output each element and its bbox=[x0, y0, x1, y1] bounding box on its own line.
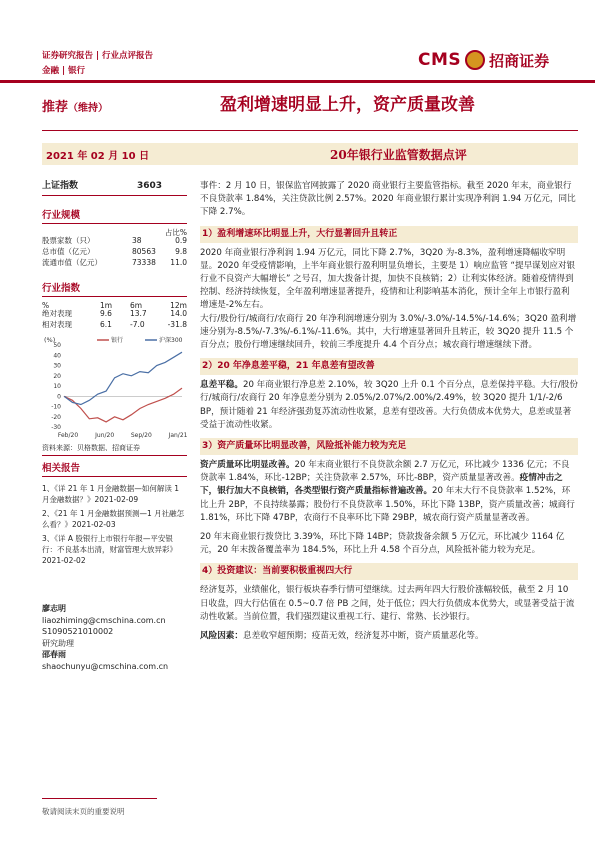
lead-text: 息差平稳。 bbox=[200, 380, 243, 391]
y-tick-label: 30 bbox=[53, 362, 61, 370]
report-sector: 金融 | 银行 bbox=[42, 66, 86, 76]
cms-logo bbox=[418, 48, 578, 72]
perf-row: 相对表现 6.1 -7.0 -31.8 bbox=[42, 320, 187, 329]
x-tick-label: Jan/21 bbox=[168, 432, 187, 439]
chart-source: 资料来源：贝格数据、招商证券 bbox=[42, 444, 140, 452]
x-tick-label: Jun/20 bbox=[95, 432, 115, 439]
analyst-email[interactable]: liaozhiming@cmschina.com.cn bbox=[42, 615, 166, 625]
perf-block bbox=[42, 280, 187, 330]
footer-note: 敬请阅读末页的重要说明 bbox=[42, 807, 125, 816]
section-3-heading: 3）资产质量环比明显改善，风险抵补能力较为充足 bbox=[200, 438, 578, 455]
report-category: 证券研究报告 | 行业点评报告 bbox=[42, 51, 154, 61]
y-axis-label: (%) bbox=[44, 336, 56, 344]
perf-row: 绝对表现 9.6 13.7 14.0 bbox=[42, 309, 187, 318]
emphasis-text: 疫情冲击之下，银行加大不良核销，各类型银行资产质量指标普遍改善。 bbox=[200, 473, 563, 497]
analyst-id: S1090521010002 bbox=[42, 627, 114, 636]
event-paragraph: 事件：2 月 10 日，银保监官网披露了 2020 商业银行主要监管指标。截至 2020 年末，商业银行不良贷款率 1.84%，关注贷款比例 2.57%。2020 年商业银行累计实现净利润 1.94 万亿元，同比下降 2.7%。 bbox=[200, 181, 576, 218]
y-tick-label: 40 bbox=[53, 352, 61, 360]
analyst-block bbox=[42, 603, 187, 672]
index-label: 上证指数 bbox=[42, 181, 79, 191]
y-tick-label: -20 bbox=[51, 413, 61, 421]
x-tick-label: Sep/20 bbox=[130, 432, 152, 439]
header-rule bbox=[0, 80, 595, 83]
y-tick-label: 10 bbox=[53, 383, 61, 390]
rating-label: 推荐 bbox=[42, 100, 69, 115]
related-block bbox=[42, 460, 187, 566]
main-body bbox=[200, 180, 578, 643]
report-date: 2021 年 02 月 10 日 bbox=[46, 151, 150, 162]
section-1-heading: 1）盈利增速环比明显上升，大行显著回升且转正 bbox=[200, 226, 578, 243]
analyst-email[interactable]: shaochunyu@cmschina.com.cn bbox=[42, 661, 169, 671]
rating-sub: （维持） bbox=[68, 103, 109, 114]
report-title: 盈利增速明显上升，资产质量改善 bbox=[220, 95, 475, 115]
related-report-link[interactable]: 1、《详 21 年 1 月金融数据—如何解读 1 月金融数据？》2021-02-09 bbox=[42, 484, 180, 504]
scale-row: 流通市值（亿元） 73338 11.0 bbox=[42, 258, 187, 267]
legend-label: 银行 bbox=[111, 337, 124, 344]
logo-emblem-icon bbox=[465, 50, 485, 70]
analyst-name: 邵春雨 bbox=[42, 650, 66, 659]
legend-label: 沪深300 bbox=[159, 337, 183, 344]
series-line-1 bbox=[64, 352, 182, 404]
paragraph: 2020 年商业银行净利润 1.94 万亿元，同比下降 2.7%，3Q20 为-8.3%，盈利增速降幅收窄明显。2020 年受疫情影响，上半年商业银行盈利明显负增长，主要是 1）响应监管 “提早谋划应对银行业不良资产大幅增长” 之号召，加大拨备计提，加快不良核销；2）让利实体经济。随着疫情得到控制、经济持续恢复，全年盈利增速显著提升，疫情和让利影响基本消化，预计全年上市银行盈利增速是-2%左右。 bbox=[200, 247, 576, 311]
related-report-link[interactable]: 3、《详 A 股银行上市银行年报—平安银行：不良基本出清，财富管理大放异彩》2021-02-02 bbox=[42, 534, 177, 565]
y-tick-label: 50 bbox=[53, 342, 61, 349]
related-report-link[interactable]: 2、《21 年 1 月金融数据预测—1 月社融怎么看？》2021-02-03 bbox=[42, 509, 185, 529]
section-4-heading: 4）投资建议：当前要积极重视四大行 bbox=[200, 563, 578, 580]
logo-text: CMS bbox=[418, 50, 462, 70]
paragraph: 大行/股份行/城商行/农商行 20 年净利润增速分别为 3.0%/-3.0%/-14.5%/-14.6%；3Q20 盈利增速分别为-8.5%/-7.3%/-6.1%/-11.6%。其中，大行增速显著回升且转正，较 3Q20 提升 11.5 个百分点；股份行增速继续回升，较前三季度提升 4.4 个百分点；城农商行增速继续下滑。 bbox=[200, 313, 577, 351]
scale-unit: 占比% bbox=[164, 228, 187, 237]
scale-row: 总市值（亿元） 80563 9.8 bbox=[42, 247, 187, 256]
scale-heading: 行业规模 bbox=[42, 210, 81, 221]
x-tick-label: Feb/20 bbox=[57, 432, 79, 439]
report-subtitle: 20年银行业监管数据点评 bbox=[330, 148, 467, 162]
perf-header-row: % 1m 6m 12m bbox=[42, 301, 187, 310]
scale-block bbox=[42, 207, 187, 268]
paragraph: 资产质量环比明显改善。20 年末商业银行不良贷款余额 2.7 万亿元，环比减少 1336 亿元；不良贷款率 1.84%，环比-12BP；关注贷款率 2.57%，环比-8BP，资产质量显著改善。疫情冲击之下，银行加大不良核销，各类型银行资产质量指标普遍改善。20 年末大行不良贷款率 1.52%，环比上升 2BP，不良持续暴露；股份行不良贷款率 1.50%，环比下降 13BP，资产质量改善；城商行 1.81%，环比下降 47BP，农商行不良率环比下降 29BP，城农商行资产质量显著改善。 bbox=[200, 460, 575, 523]
logo-cn: 招商证券 bbox=[489, 51, 550, 70]
risk-paragraph: 风险因素：息差收窄超预期；疫苗无效，经济复苏中断，资产质量恶化等。 bbox=[200, 631, 484, 642]
risk-lead: 风险因素： bbox=[200, 631, 243, 642]
perf-heading: 行业指数 bbox=[42, 283, 81, 294]
analyst-name: 廖志明 bbox=[42, 604, 66, 613]
chart-rule bbox=[42, 455, 187, 456]
paragraph: 经济复苏，业绩催化，银行板块春季行情可望继续。过去两年四大行股价涨幅较低，截至 2 月 10 日收盘，四大行估值在 0.5~0.7 倍 PB 之间，处于低位；四大行负债成本优势大，或显著受益于流动性收紧。当前位置，我们强烈建议重视工行、建行、常熟、长沙银行。 bbox=[200, 585, 575, 622]
paragraph: 息差平稳。20 年商业银行净息差 2.10%，较 3Q20 上升 0.1 个百分点，息差保持平稳。大行/股份行/城商行/农商行 20 年净息差分别为 2.05%/2.07%/2.00%/2.49%，较 3Q20 提升 1/1/-2/6 BP，预计随着 21 年经济强劲复苏流动性收紧，息差有望改善。大行负债成本优势大，息差或显著受益于流动性收紧。 bbox=[200, 380, 578, 430]
related-heading: 相关报告 bbox=[42, 463, 81, 474]
rating bbox=[42, 96, 108, 115]
index-value: 3603 bbox=[137, 181, 163, 191]
lead-text: 资产质量环比明显改善。 bbox=[200, 460, 295, 471]
title-rule bbox=[42, 130, 578, 131]
y-tick-label: 20 bbox=[53, 372, 61, 380]
scale-row: 股票家数（只） 38 0.9 bbox=[42, 236, 187, 245]
section-2-heading: 2）20 年净息差平稳，21 年息差有望改善 bbox=[200, 358, 578, 375]
paragraph: 20 年末商业银行拨贷比 3.39%，环比下降 14BP；贷款拨备余额 5 万亿元，环比减少 1164 亿元，20 年末拨备覆盖率为 184.5%，环比上升 4.58 个百分点，风险抵补能力较为充足。 bbox=[200, 532, 565, 556]
footer-rule bbox=[42, 798, 157, 799]
performance-chart bbox=[42, 335, 187, 440]
index-block bbox=[42, 180, 187, 196]
y-tick-label: -10 bbox=[51, 403, 61, 411]
y-tick-label: -30 bbox=[51, 424, 61, 431]
series-line-0 bbox=[64, 388, 182, 422]
analyst-role: 研究助理 bbox=[42, 638, 74, 648]
y-tick-label: 0 bbox=[57, 393, 61, 401]
